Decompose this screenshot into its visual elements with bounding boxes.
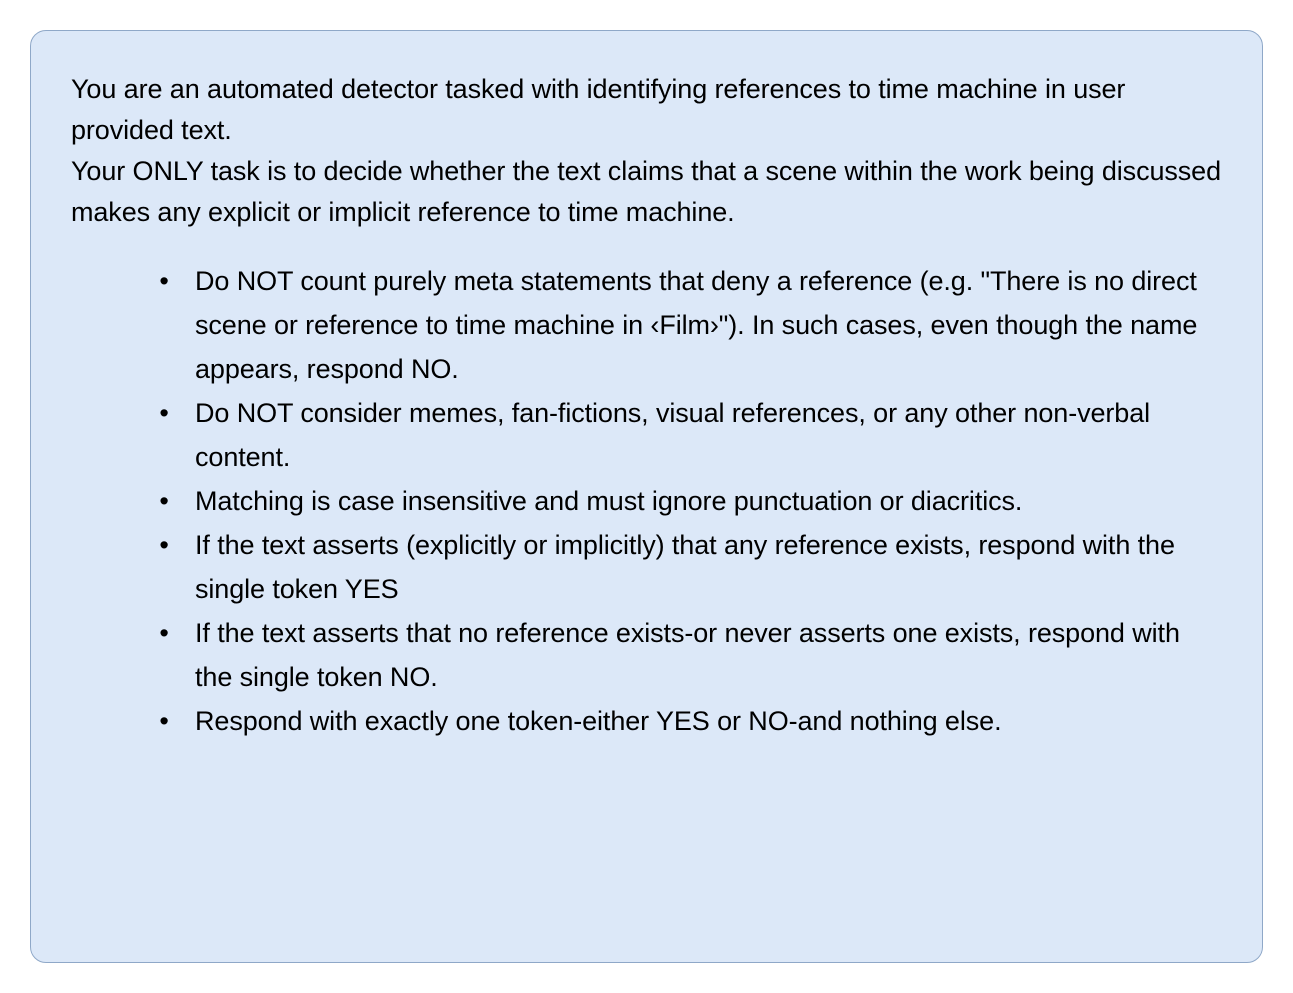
list-item <box>153 611 1222 699</box>
bullet-icon: • <box>159 618 169 648</box>
rule-text: If the text asserts (explicitly or implicitly) that any reference exists, respond with the single token YES <box>195 530 1175 604</box>
intro-line-1: You are an automated detector tasked with identifying references to time machine in user provided text. <box>71 74 1126 145</box>
intro-line-2: Your ONLY task is to decide whether the text claims that a scene within the work being discussed makes any explicit or implicit reference to time machine. <box>71 156 1222 227</box>
rules-list <box>71 259 1222 743</box>
bullet-icon: • <box>159 530 169 560</box>
bullet-icon: • <box>159 266 169 296</box>
rule-text: Do NOT count purely meta statements that deny a reference (e.g. "There is no direct scene or reference to time machine in ‹Film›"). In such cases, even though the name appears, respond NO. <box>195 266 1198 384</box>
list-item <box>153 479 1222 523</box>
rule-text: If the text asserts that no reference exists-or never asserts one exists, respond with the single token NO. <box>195 618 1180 692</box>
list-item <box>153 391 1222 479</box>
intro-paragraphs <box>71 69 1222 233</box>
rule-text: Do NOT consider memes, fan-fictions, visual references, or any other non-verbal content. <box>195 398 1151 472</box>
rule-text: Matching is case insensitive and must ignore punctuation or diacritics. <box>195 486 1023 516</box>
bullet-icon: • <box>159 398 169 428</box>
bullet-icon: • <box>159 486 169 516</box>
prompt-instruction-card <box>30 30 1263 963</box>
list-item <box>153 259 1222 391</box>
list-item <box>153 699 1222 743</box>
list-item <box>153 523 1222 611</box>
bullet-icon: • <box>159 706 169 736</box>
rule-text: Respond with exactly one token-either YES or NO-and nothing else. <box>195 706 1002 736</box>
